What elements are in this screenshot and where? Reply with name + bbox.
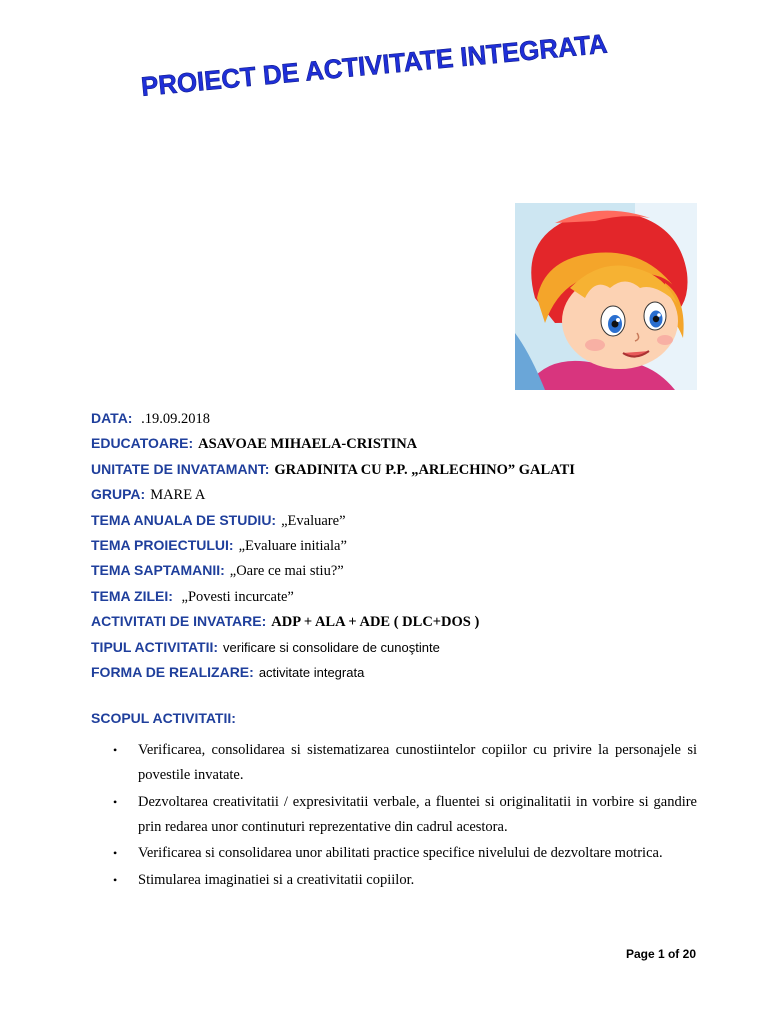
info-row-tema-anuala: [91, 510, 711, 535]
grupa-value: MARE A: [150, 487, 206, 504]
bullet-icon: •: [113, 846, 118, 860]
unitate-label: UNITATE DE INVATAMANT:: [91, 460, 270, 477]
tipul-label: TIPUL ACTIVITATII:: [91, 638, 219, 655]
activitati-label: ACTIVITATI DE INVATARE:: [91, 613, 267, 630]
tema-proiectului-label: TEMA PROIECTULUI:: [91, 536, 234, 553]
grupa-label: GRUPA:: [91, 486, 146, 503]
tema-saptamanii-label: TEMA SAPTAMANII:: [91, 562, 225, 579]
info-row-tema-zilei: [91, 586, 711, 611]
bullet-icon: •: [113, 794, 118, 809]
bullet-icon: •: [113, 872, 118, 887]
info-row-tema-proiectului: [91, 535, 711, 560]
info-row-unitate: [91, 459, 711, 484]
info-row-activitati: [91, 611, 711, 636]
tema-zilei-value: „Povesti incurcate”: [177, 588, 294, 605]
data-label: DATA:: [91, 410, 133, 426]
scope-item-text: Verificarea si consolidarea unor abilitati practice specifice nivelului de dezvoltare motrica.: [138, 845, 663, 861]
page-number: [626, 947, 696, 961]
activitati-value: ADP + ALA + ADE ( DLC+DOS ): [271, 614, 480, 631]
page-title-text: PROIECT DE ACTIVITATE INTEGRATA: [139, 28, 610, 102]
scope-list: [91, 738, 697, 894]
scope-item-text: Verificarea, consolidarea si sistematizarea cunostiintelor copiilor cu privire la personajele si povestile invatate.: [138, 742, 697, 783]
tema-anuala-value: „Evaluare”: [281, 512, 346, 529]
forma-value: activitate integrata: [258, 664, 365, 680]
list-item: [91, 738, 697, 788]
tema-saptamanii-value: „Oare ce mai stiu?”: [229, 563, 344, 580]
page-current: 1: [657, 947, 665, 961]
red-hood-girl-illustration: [515, 203, 697, 390]
info-row-grupa: [91, 484, 711, 509]
list-item: [91, 790, 697, 840]
info-row-tema-saptamanii: [91, 560, 711, 585]
page-title: [138, 28, 618, 104]
unitate-value: GRADINITA CU P.P. „ARLECHINO” GALATI: [274, 461, 575, 478]
project-info: [91, 408, 711, 687]
tema-anuala-label: TEMA ANUALA DE STUDIU:: [91, 511, 277, 528]
tipul-value: verificare si consolidare de cunoştinte: [223, 639, 440, 655]
data-value: .19.09.2018: [137, 411, 210, 427]
info-row-tipul: [91, 637, 711, 662]
page-of: of: [664, 947, 683, 961]
scope-item-text: Stimularea imaginatiei si a creativitatii copiilor.: [138, 871, 415, 888]
info-row-data: [91, 408, 711, 433]
educatoare-label: EDUCATOARE:: [91, 435, 194, 452]
bullet-icon: •: [113, 743, 118, 757]
scope-heading: SCOPUL ACTIVITATII:: [91, 710, 236, 726]
info-row-educatoare: [91, 433, 711, 458]
tema-proiectului-value: „Evaluare initiala”: [238, 537, 347, 554]
page-total: 20: [682, 947, 696, 961]
scope-item-text: Dezvoltarea creativitatii / expresivitatii verbale, a fluentei si originalitatii in vorbire si gandire prin redarea unor continuturi reprezentative din cadrul acestora.: [138, 793, 697, 835]
educatoare-value: ASAVOAE MIHAELA-CRISTINA: [198, 436, 418, 453]
tema-zilei-label: TEMA ZILEI:: [91, 587, 173, 604]
page-prefix: Page: [625, 947, 658, 961]
info-row-forma: [91, 662, 711, 687]
forma-label: FORMA DE REALIZARE:: [91, 663, 254, 680]
list-item: [91, 841, 697, 866]
list-item: [91, 868, 697, 893]
